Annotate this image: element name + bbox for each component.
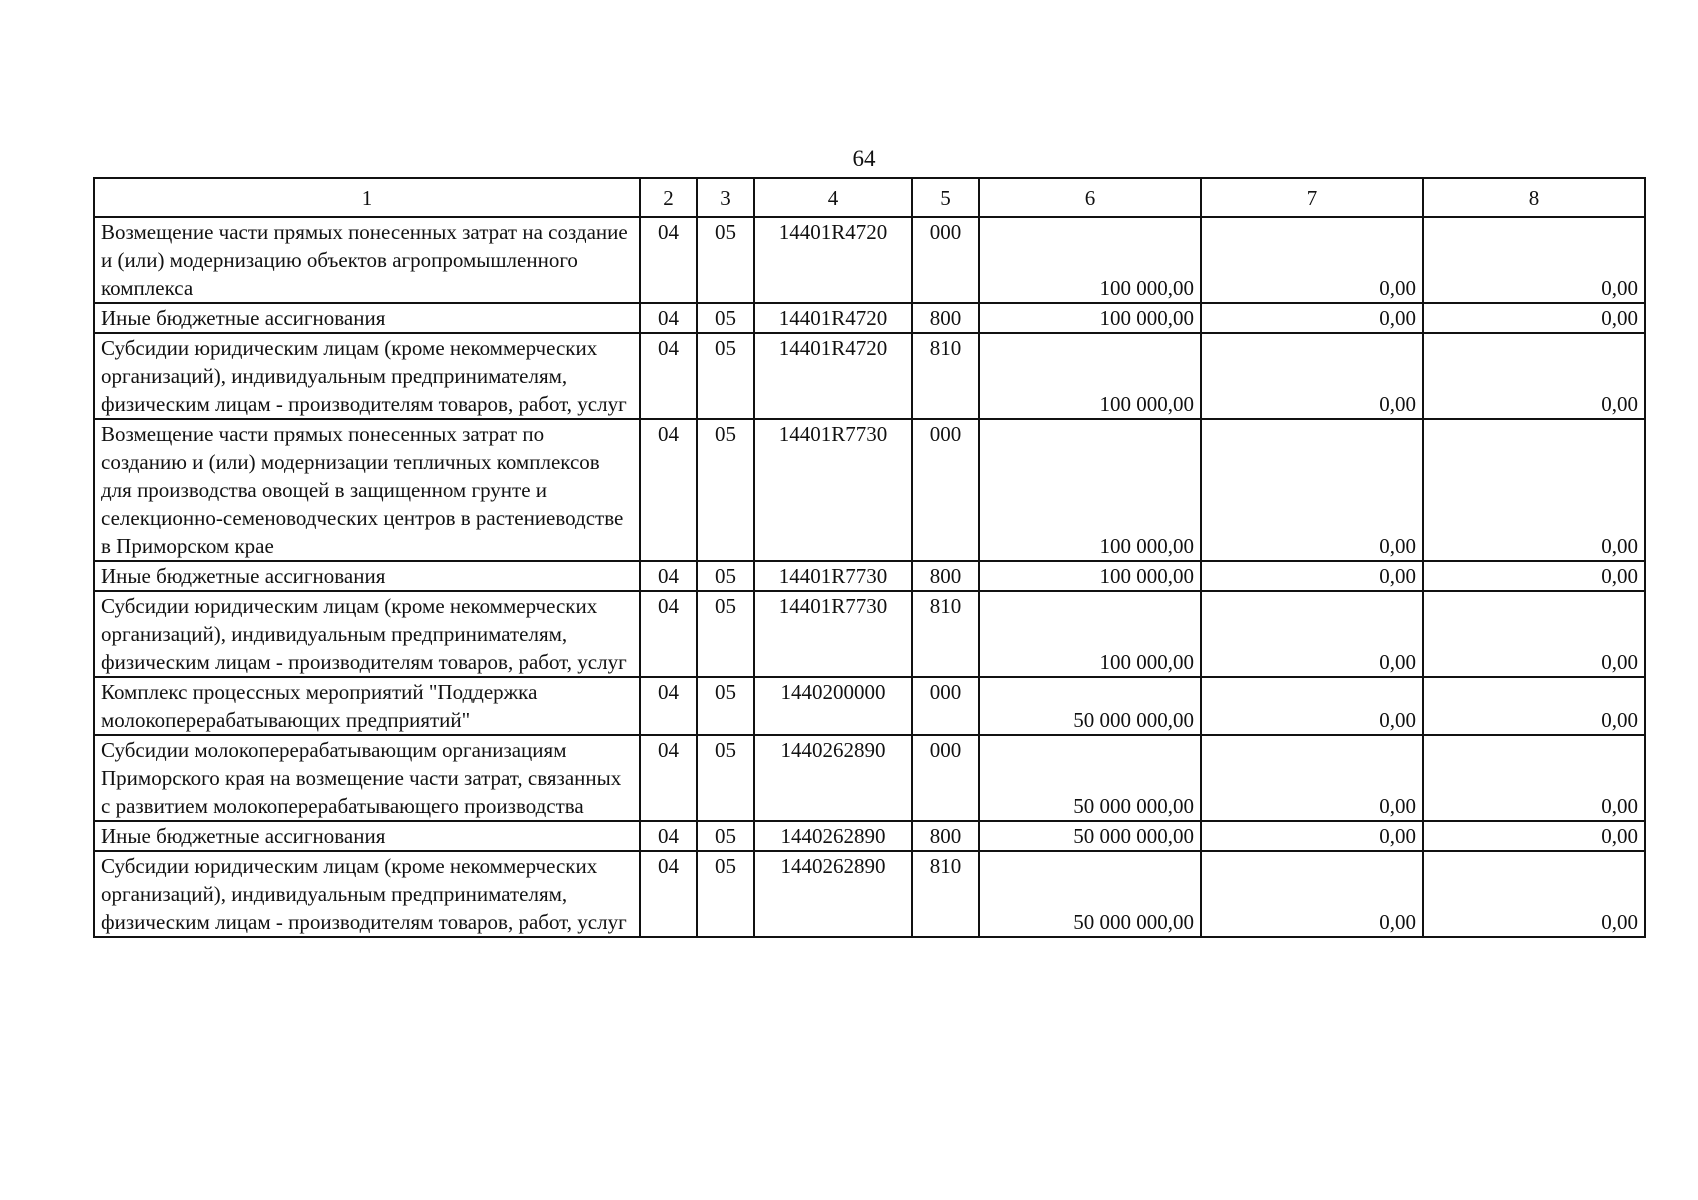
- row-section: 04: [640, 419, 697, 561]
- row-name: Субсидии юридическим лицам (кроме некоммерческих организаций), индивидуальным предпринимателям, физическим лицам - производителям товаров, работ, услуг: [94, 591, 640, 677]
- row-section: 04: [640, 303, 697, 333]
- row-amount-6: 50 000 000,00: [979, 677, 1201, 735]
- header-row: [94, 178, 1645, 217]
- table-row: [94, 333, 1645, 419]
- row-amount-7: 0,00: [1201, 561, 1423, 591]
- row-section: 04: [640, 591, 697, 677]
- row-expense-type: 810: [912, 591, 979, 677]
- column-header-8: 8: [1423, 178, 1645, 217]
- row-target-article: 1440262890: [754, 821, 912, 851]
- row-subsection: 05: [697, 303, 754, 333]
- row-amount-8: 0,00: [1423, 217, 1645, 303]
- row-target-article: 1440262890: [754, 851, 912, 937]
- table-row: [94, 419, 1645, 561]
- row-amount-7: 0,00: [1201, 735, 1423, 821]
- row-expense-type: 000: [912, 217, 979, 303]
- row-subsection: 05: [697, 561, 754, 591]
- column-header-4: 4: [754, 178, 912, 217]
- row-amount-6: 50 000 000,00: [979, 851, 1201, 937]
- table-row: [94, 591, 1645, 677]
- row-name: Возмещение части прямых понесенных затрат на создание и (или) модернизацию объектов агропромышленного комплекса: [94, 217, 640, 303]
- row-amount-7: 0,00: [1201, 677, 1423, 735]
- row-amount-8: 0,00: [1423, 303, 1645, 333]
- row-name: Субсидии молокоперерабатывающим организациям Приморского края на возмещение части затрат, связанных с развитием молокоперерабатывающего производства: [94, 735, 640, 821]
- row-expense-type: 000: [912, 419, 979, 561]
- row-subsection: 05: [697, 677, 754, 735]
- row-amount-7: 0,00: [1201, 303, 1423, 333]
- row-amount-8: 0,00: [1423, 591, 1645, 677]
- row-subsection: 05: [697, 735, 754, 821]
- row-amount-8: 0,00: [1423, 851, 1645, 937]
- column-header-7: 7: [1201, 178, 1423, 217]
- table-row: [94, 561, 1645, 591]
- row-amount-6: 100 000,00: [979, 303, 1201, 333]
- row-name: Иные бюджетные ассигнования: [94, 561, 640, 591]
- row-amount-7: 0,00: [1201, 333, 1423, 419]
- table-row: [94, 821, 1645, 851]
- row-amount-8: 0,00: [1423, 333, 1645, 419]
- row-section: 04: [640, 851, 697, 937]
- row-amount-8: 0,00: [1423, 561, 1645, 591]
- row-section: 04: [640, 561, 697, 591]
- row-target-article: 14401R7730: [754, 419, 912, 561]
- row-amount-7: 0,00: [1201, 821, 1423, 851]
- row-amount-6: 100 000,00: [979, 591, 1201, 677]
- row-amount-6: 100 000,00: [979, 561, 1201, 591]
- row-expense-type: 810: [912, 333, 979, 419]
- row-name: Возмещение части прямых понесенных затрат по созданию и (или) модернизации тепличных комплексов для производства овощей в защищенном грунте и селекционно-семеноводческих центров в растениеводстве в Приморском крае: [94, 419, 640, 561]
- table-row: [94, 851, 1645, 937]
- row-subsection: 05: [697, 821, 754, 851]
- table-row: [94, 217, 1645, 303]
- column-header-1: 1: [94, 178, 640, 217]
- row-name: Иные бюджетные ассигнования: [94, 303, 640, 333]
- row-amount-8: 0,00: [1423, 677, 1645, 735]
- row-subsection: 05: [697, 851, 754, 937]
- row-amount-6: 50 000 000,00: [979, 821, 1201, 851]
- row-name: Субсидии юридическим лицам (кроме некоммерческих организаций), индивидуальным предпринимателям, физическим лицам - производителям товаров, работ, услуг: [94, 333, 640, 419]
- row-section: 04: [640, 677, 697, 735]
- table-row: [94, 677, 1645, 735]
- row-target-article: 14401R4720: [754, 303, 912, 333]
- row-amount-6: 100 000,00: [979, 217, 1201, 303]
- row-amount-8: 0,00: [1423, 419, 1645, 561]
- row-expense-type: 810: [912, 851, 979, 937]
- row-target-article: 1440262890: [754, 735, 912, 821]
- row-target-article: 14401R4720: [754, 333, 912, 419]
- column-header-6: 6: [979, 178, 1201, 217]
- row-expense-type: 000: [912, 735, 979, 821]
- row-subsection: 05: [697, 217, 754, 303]
- row-section: 04: [640, 217, 697, 303]
- row-name: Субсидии юридическим лицам (кроме некоммерческих организаций), индивидуальным предпринимателям, физическим лицам - производителям товаров, работ, услуг: [94, 851, 640, 937]
- row-target-article: 14401R7730: [754, 561, 912, 591]
- row-section: 04: [640, 821, 697, 851]
- column-header-5: 5: [912, 178, 979, 217]
- row-subsection: 05: [697, 333, 754, 419]
- row-expense-type: 800: [912, 561, 979, 591]
- row-expense-type: 800: [912, 303, 979, 333]
- row-amount-6: 100 000,00: [979, 333, 1201, 419]
- row-amount-8: 0,00: [1423, 821, 1645, 851]
- table-row: [94, 735, 1645, 821]
- row-section: 04: [640, 735, 697, 821]
- budget-table: [93, 177, 1646, 938]
- row-amount-6: 50 000 000,00: [979, 735, 1201, 821]
- row-amount-7: 0,00: [1201, 419, 1423, 561]
- row-name: Иные бюджетные ассигнования: [94, 821, 640, 851]
- row-expense-type: 800: [912, 821, 979, 851]
- column-header-3: 3: [697, 178, 754, 217]
- row-amount-6: 100 000,00: [979, 419, 1201, 561]
- row-amount-7: 0,00: [1201, 851, 1423, 937]
- row-expense-type: 000: [912, 677, 979, 735]
- row-amount-7: 0,00: [1201, 217, 1423, 303]
- row-amount-7: 0,00: [1201, 591, 1423, 677]
- row-name: Комплекс процессных мероприятий "Поддержка молокоперерабатывающих предприятий": [94, 677, 640, 735]
- page-number: 64: [852, 146, 876, 171]
- row-section: 04: [640, 333, 697, 419]
- row-amount-8: 0,00: [1423, 735, 1645, 821]
- table-row: [94, 303, 1645, 333]
- row-subsection: 05: [697, 591, 754, 677]
- row-target-article: 14401R7730: [754, 591, 912, 677]
- column-header-2: 2: [640, 178, 697, 217]
- row-target-article: 1440200000: [754, 677, 912, 735]
- row-target-article: 14401R4720: [754, 217, 912, 303]
- row-subsection: 05: [697, 419, 754, 561]
